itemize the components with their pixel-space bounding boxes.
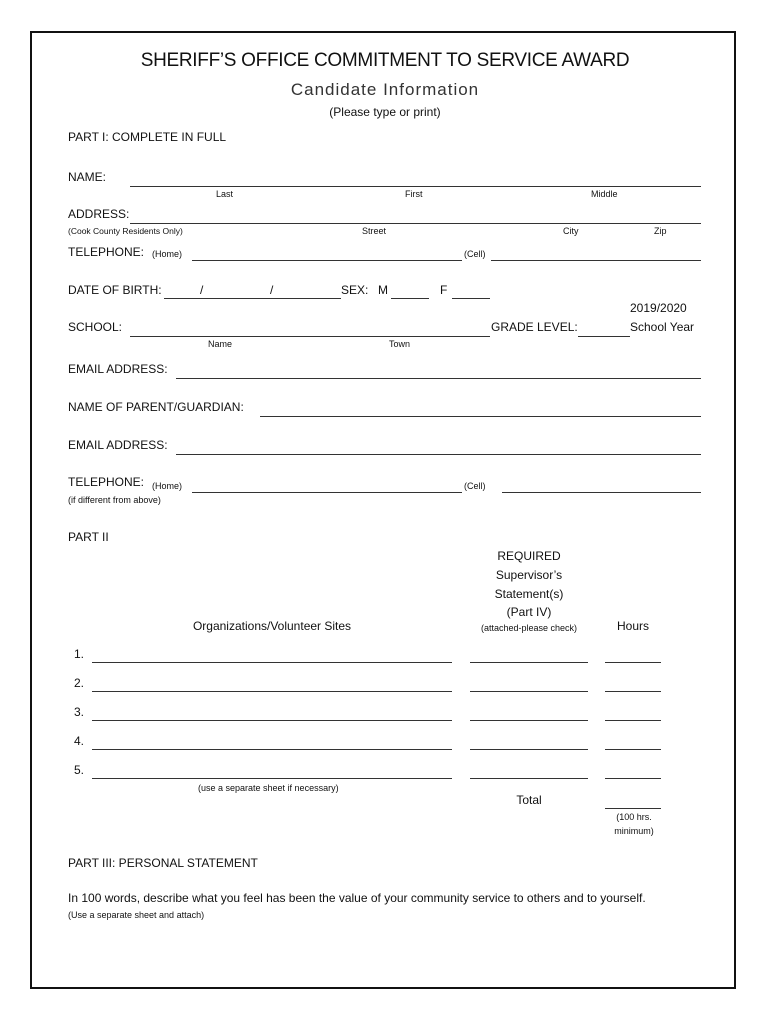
parent-telephone-cell-field[interactable]: [502, 492, 701, 493]
part2-heading: PART II: [68, 530, 109, 544]
statement-check-field-1[interactable]: [470, 662, 588, 663]
statement-check-field-5[interactable]: [470, 778, 588, 779]
parent-guardian-label: NAME OF PARENT/GUARDIAN:: [68, 400, 244, 414]
name-first-label: First: [405, 189, 423, 199]
school-name-label: Name: [208, 339, 233, 349]
name-last-label: Last: [216, 189, 234, 199]
separate-sheet-note: (use a separate sheet if necessary): [198, 783, 339, 793]
total-label: Total: [516, 793, 542, 807]
telephone-home-label: (Home): [152, 249, 183, 259]
form-subtitle: Candidate Information: [290, 80, 480, 99]
school-field[interactable]: [130, 336, 490, 337]
organization-field-1[interactable]: [92, 662, 452, 663]
attached-note: (attached-please check): [480, 623, 578, 633]
part3-heading: PART III: PERSONAL STATEMENT: [68, 856, 258, 870]
row-number-5: 5.: [74, 763, 85, 777]
hours-field-4[interactable]: [605, 749, 661, 750]
address-city-label: City: [563, 226, 579, 236]
address-label: ADDRESS:: [68, 207, 130, 221]
required-line-3: Statement(s): [494, 587, 564, 601]
address-street-label: Street: [362, 226, 387, 236]
email-field[interactable]: [176, 378, 701, 379]
sex-label: SEX:: [341, 283, 369, 297]
sex-m-label: M: [378, 283, 388, 297]
grade-level-label: GRADE LEVEL:: [491, 320, 578, 334]
required-line-1: REQUIRED: [497, 549, 561, 563]
parent-guardian-field[interactable]: [260, 416, 701, 417]
statement-check-field-4[interactable]: [470, 749, 588, 750]
telephone-cell-label: (Cell): [464, 249, 486, 259]
row-number-3: 3.: [74, 705, 85, 719]
organization-field-5[interactable]: [92, 778, 452, 779]
total-hours-field[interactable]: [605, 808, 661, 809]
grade-level-field[interactable]: [578, 336, 630, 337]
statement-check-field-2[interactable]: [470, 691, 588, 692]
organization-field-3[interactable]: [92, 720, 452, 721]
form-title: SHERIFF’S OFFICE COMMITMENT TO SERVICE AWARD: [140, 50, 630, 71]
dob-field[interactable]: [164, 298, 341, 299]
hours-header: Hours: [616, 619, 649, 633]
statement-check-field-3[interactable]: [470, 720, 588, 721]
print-instruction: (Please type or print): [329, 105, 441, 119]
sex-m-field[interactable]: [391, 298, 429, 299]
address-note: (Cook County Residents Only): [68, 226, 183, 236]
organizations-header: Organizations/Volunteer Sites: [192, 619, 352, 633]
form-border: [30, 31, 736, 989]
row-number-4: 4.: [74, 734, 85, 748]
name-field[interactable]: [130, 186, 701, 187]
personal-statement-prompt: In 100 words, describe what you feel has been the value of your community service to others and to yourself.: [68, 891, 646, 905]
hours-field-1[interactable]: [605, 662, 661, 663]
school-label: SCHOOL:: [68, 320, 123, 334]
parent-email-label: EMAIL ADDRESS:: [68, 438, 168, 452]
parent-email-field[interactable]: [176, 454, 701, 455]
parent-telephone-label: TELEPHONE:: [68, 475, 145, 489]
name-label: NAME:: [68, 170, 107, 184]
telephone-label: TELEPHONE:: [68, 245, 145, 259]
personal-statement-note: (Use a separate sheet and attach): [68, 910, 205, 920]
parent-telephone-cell-label: (Cell): [464, 481, 486, 491]
dob-label: DATE OF BIRTH:: [68, 283, 162, 297]
sex-f-label: F: [440, 283, 448, 297]
school-town-label: Town: [389, 339, 411, 349]
required-line-2: Supervisor’s: [495, 568, 563, 582]
organization-field-4[interactable]: [92, 749, 452, 750]
required-line-4: (Part IV): [506, 605, 552, 619]
address-field[interactable]: [130, 223, 701, 224]
hours-field-5[interactable]: [605, 778, 661, 779]
hours-field-3[interactable]: [605, 720, 661, 721]
minimum-note-line-2: minimum): [614, 826, 654, 836]
row-number-1: 1.: [74, 647, 85, 661]
row-number-2: 2.: [74, 676, 85, 690]
organization-field-2[interactable]: [92, 691, 452, 692]
parent-telephone-home-field[interactable]: [192, 492, 462, 493]
school-year-label: School Year: [630, 320, 695, 334]
school-year-value: 2019/2020: [630, 301, 687, 315]
parent-telephone-home-label: (Home): [152, 481, 183, 491]
dob-slash-2: /: [270, 283, 274, 297]
address-zip-label: Zip: [654, 226, 667, 236]
telephone-home-field[interactable]: [192, 260, 462, 261]
sex-f-field[interactable]: [452, 298, 490, 299]
part1-heading: PART I: COMPLETE IN FULL: [68, 130, 227, 144]
email-label: EMAIL ADDRESS:: [68, 362, 168, 376]
dob-slash-1: /: [200, 283, 204, 297]
parent-telephone-note: (if different from above): [68, 495, 161, 505]
name-middle-label: Middle: [591, 189, 618, 199]
hours-field-2[interactable]: [605, 691, 661, 692]
minimum-note-line-1: (100 hrs.: [616, 812, 652, 822]
telephone-cell-field[interactable]: [491, 260, 701, 261]
